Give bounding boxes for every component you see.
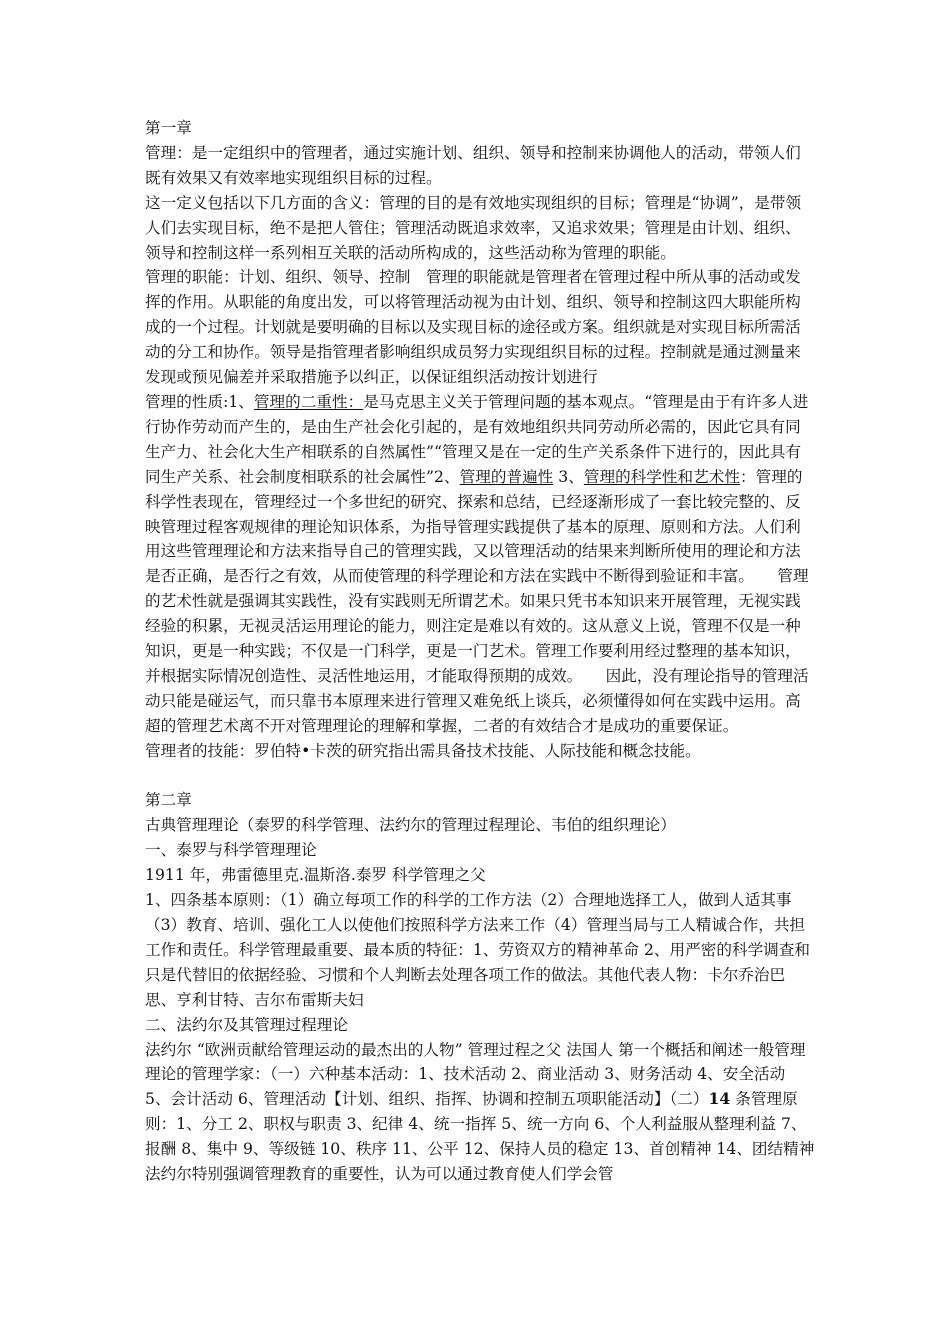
taylor-principles: 1、四条基本原则：（1）确立每项工作的科学的工作方法（2）合理地选择工人，做到人适其事（3）教育、培训、强化工人以使他们按照科学方法来工作（4）管理当局与工人精诚合作，共担工作和责任。科学管理最重要、最本质的特征：1、劳资双方的精神革命 2、用严密的科学调查和只是代替旧的依据经验、习惯和个人判断去处理各项工作的做法。其他代表人物：卡尔乔治巴思、亨利甘特、吉尔布雷斯夫妇 [145,891,811,1009]
nature-text-2: 是马克思主义关于管理问题的基本观点。“管理是由于有许多人进行协作劳动而产生的，是由生产社会化引起的，是有效地组织共同劳动所必需的，因此它具有同生产力、社会化大生产相联系的自然属性”“管理又是在一定的生产关系条件下进行的，因此具有同生产关系、社会制度相联系的社会属性”2、 [145,392,809,486]
manager-skills: 管理者的技能：罗伯特•卡茨的研究指出需具备技术技能、人际技能和概念技能。 [145,741,701,760]
dual-nature-term: 管理的二重性： [253,392,364,411]
definition-meaning: 这一定义包括以下几方面的含义：管理的目的是有效地实现组织的目标；管理是“协调”，是带领人们去实现目标，绝不是把人管住；管理活动既追求效率，又追求效果；管理是由计划、组织、领导和控制这样一系列相互关联的活动所构成的，这些活动称为管理的职能。 [145,193,802,262]
universality-term: 管理的普遍性 [459,467,554,486]
chapter-1-heading: 第一章 [145,119,192,137]
document-body [145,116,831,1187]
science-art-term: 管理的科学性和艺术性 [583,467,740,486]
nature-text-3: 3、 [553,467,584,486]
section-fayol-title: 二、法约尔及其管理过程理论 [145,1015,348,1034]
nature-text-1: 管理的性质:1、 [145,392,254,411]
chapter-2-heading: 第二章 [145,791,192,810]
classical-theory: 古典管理理论（泰罗的科学管理、法约尔的管理过程理论、韦伯的组织理论） [145,816,676,835]
fayol-principles-count: 14 [708,1089,731,1109]
fayol-text-2: 条管理原则：1、分工 2、职权与职责 3、纪律 4、统一指挥 5、统一方向 6、个人利益服从整理利益 7、报酬 8、集中 9、等级链 10、秩序 11、公平 12、保持人员的稳定 13、首创精神 14、团结精神 法约尔特别强调管理教育的重要性，认为可以通过教育使人们学会管 [145,1090,831,1184]
management-definition: 管理：是一定组织中的管理者，通过实施计划、组织、领导和控制来协调他人的活动，带领人们既有效果又有效率地实现组织目标的过程。 [145,143,801,187]
nature-text-4: ：管理的科学性表现在，管理经过一个多世纪的研究、探索和总结，已经逐渐形成了一套比较完整的、反映管理过程客观规律的理论知识体系，为指导管理实践提供了基本的原理、原则和方法。人们利用这些管理理论和方法来指导自己的管理实践，又以管理活动的结果来判断所使用的理论和方法是否正确，是否行之有效，从而使管理的科学理论和方法在实践中不断得到验证和丰富。 管理的艺术性就是强调其实践性，没有实践则无所谓艺术。如果只凭书本知识来开展管理，无视实践经验的积累，无视灵活运用理论的能力，则注定是难以有效的。这从意义上说，管理不仅是一种知识，更是一种实践；不仅是一门科学，更是一门艺术。管理工作要利用经过整理的基本知识，并根据实际情况创造性、灵活性地运用，才能取得预期的成效。 因此，没有理论指导的管理活动只能是碰运气，而只靠书本原理来进行管理又难免纸上谈兵，必须懂得如何在实践中运用。高超的管理艺术离不开对管理理论的理解和掌握，二者的有效结合才是成功的重要保证。 [145,467,809,735]
chapter-gap [145,764,815,789]
fayol-text-1: 法约尔 “欧洲贡献给管理运动的最杰出的人物” 管理过程之父 法国人 第一个概括和阐述一般管理理论的管理学家：（一）六种基本活动：1、技术活动 2、商业活动 3、财务活动 4、安全活动 5、会计活动 6、管理活动【计划、组织、指挥、协调和控制五项职能活动】（二） [145,1040,806,1109]
taylor-year: 1911 年，弗雷德里克.温斯洛.泰罗 科学管理之父 [145,866,486,885]
fayol-body [145,1038,831,1187]
section-taylor-title: 一、泰罗与科学管理理论 [145,841,317,860]
management-nature [145,390,815,739]
management-functions: 管理的职能：计划、组织、领导、控制 管理的职能就是管理者在管理过程中所从事的活动或发挥的作用。从职能的角度出发，可以将管理活动视为由计划、组织、领导和控制这四大职能所构成的一个过程。计划就是要明确的目标以及实现目标的途径或方案。组织就是对实现目标所需活动的分工和协作。领导是指管理者影响组织成员努力实现组织目标的过程。控制就是通过测量来发现或预见偏差并采取措施予以纠正，以保证组织活动按计划进行 [145,268,801,387]
